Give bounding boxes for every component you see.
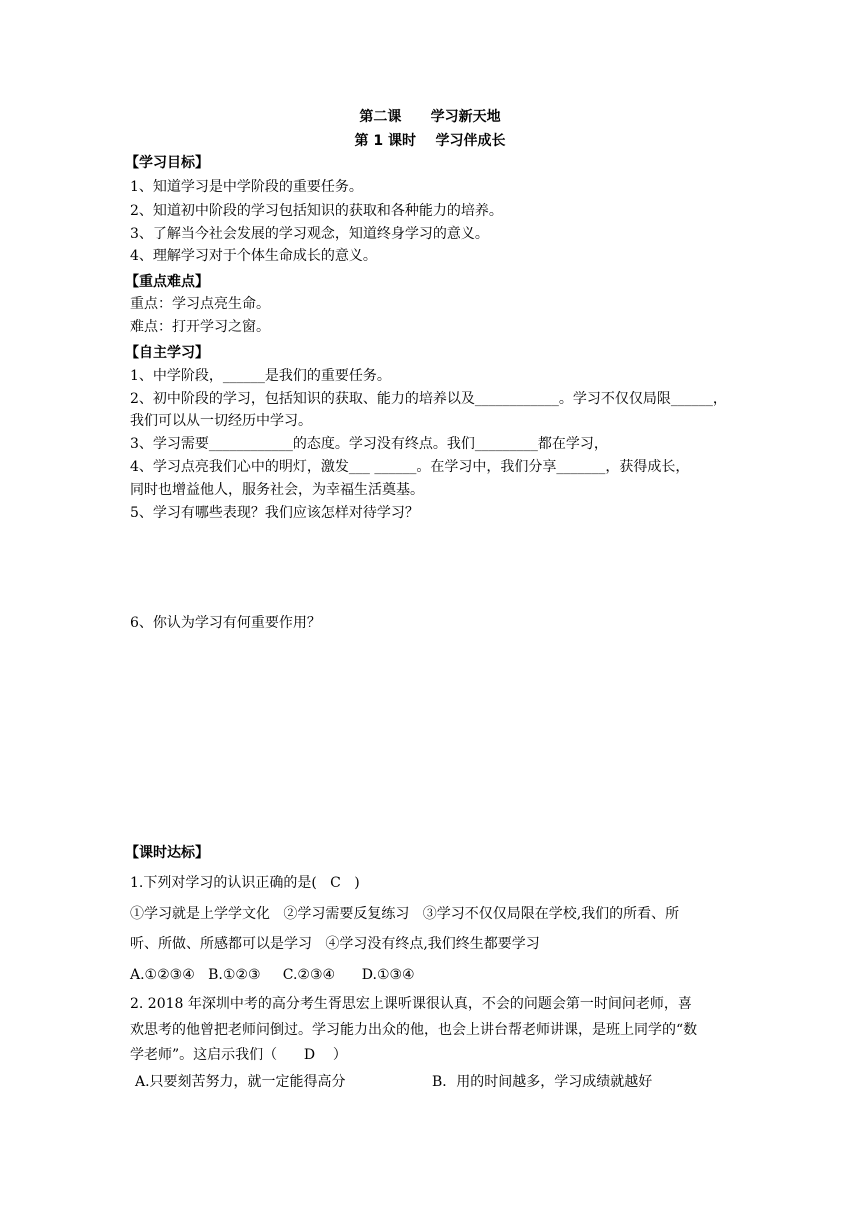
self-study-heading: 【自主学习】 — [125, 345, 209, 361]
self-study-question-5: 5、学习有哪些表现？我们应该怎样对待学习？ — [130, 505, 419, 521]
key-points-heading: 【重点难点】 — [125, 274, 209, 290]
q1-statements-line-1: ①学习就是上学学文化 ②学习需要反复练习 ③学习不仅仅局限在学校,我们的所看、所 — [130, 906, 680, 922]
q1-options: A.①②③④ B.①②③ C.②③④ D.①③④ — [130, 967, 415, 983]
goal-item-1: 1、知道学习是中学阶段的重要任务。 — [130, 179, 363, 195]
q2-stem-line-1: 2. 2018 年深圳中考的高分考生胥思宏上课听课很认真，不会的问题会第一时间问老师，喜 — [130, 996, 692, 1012]
self-study-line-3: 我们可以从一切经历中学习。 — [130, 413, 312, 429]
goal-item-3: 3、了解当今社会发展的学习观念，知道终身学习的意义。 — [130, 226, 489, 242]
q1-stem: 1.下列对学习的认识正确的是( C ) — [130, 875, 360, 891]
q1-statements-line-2: 听、所做、所感都可以是学习 ④学习没有终点,我们终生都要学习 — [130, 936, 540, 952]
goal-item-2: 2、知道初中阶段的学习包括知识的获取和各种能力的培养。 — [130, 203, 503, 219]
q2-option-b: B．用的时间越多，学习成绩就越好 — [432, 1074, 653, 1090]
difficult-point: 难点：打开学习之窗。 — [130, 319, 270, 335]
self-study-line-5: 4、学习点亮我们心中的明灯，激发___ ______。在学习中，我们分享_______，获得成长， — [130, 459, 690, 475]
self-study-line-2: 2、初中阶段的学习，包括知识的获取、能力的培养以及____________。学习不仅仅局限______， — [130, 391, 727, 407]
key-point: 重点：学习点亮生命。 — [130, 296, 270, 312]
practice-heading: 【课时达标】 — [125, 845, 209, 861]
self-study-line-1: 1、中学阶段，______是我们的重要任务。 — [130, 368, 391, 384]
q2-option-a: A.只要刻苦努力，就一定能得高分 — [135, 1074, 346, 1090]
q2-stem-line-3: 学老师”。这启示我们（ D ） — [130, 1047, 347, 1063]
q2-stem-line-2: 欢思考的他曾把老师问倒过。学习能力出众的他，也会上讲台帮老师讲课，是班上同学的“数 — [130, 1022, 698, 1038]
goals-heading: 【学习目标】 — [125, 155, 209, 171]
goal-item-4: 4、理解学习对于个体生命成长的意义。 — [130, 248, 377, 264]
period-title: 第 1 课时 学习伴成长 — [354, 133, 506, 149]
self-study-question-6: 6、你认为学习有何重要作用？ — [130, 615, 321, 631]
self-study-line-6: 同时也增益他人，服务社会，为幸福生活奠基。 — [130, 482, 424, 498]
self-study-line-4: 3、学习需要____________的态度。学习没有终点。我们_________都在学习， — [130, 436, 608, 452]
lesson-title: 第二课 学习新天地 — [359, 109, 501, 125]
